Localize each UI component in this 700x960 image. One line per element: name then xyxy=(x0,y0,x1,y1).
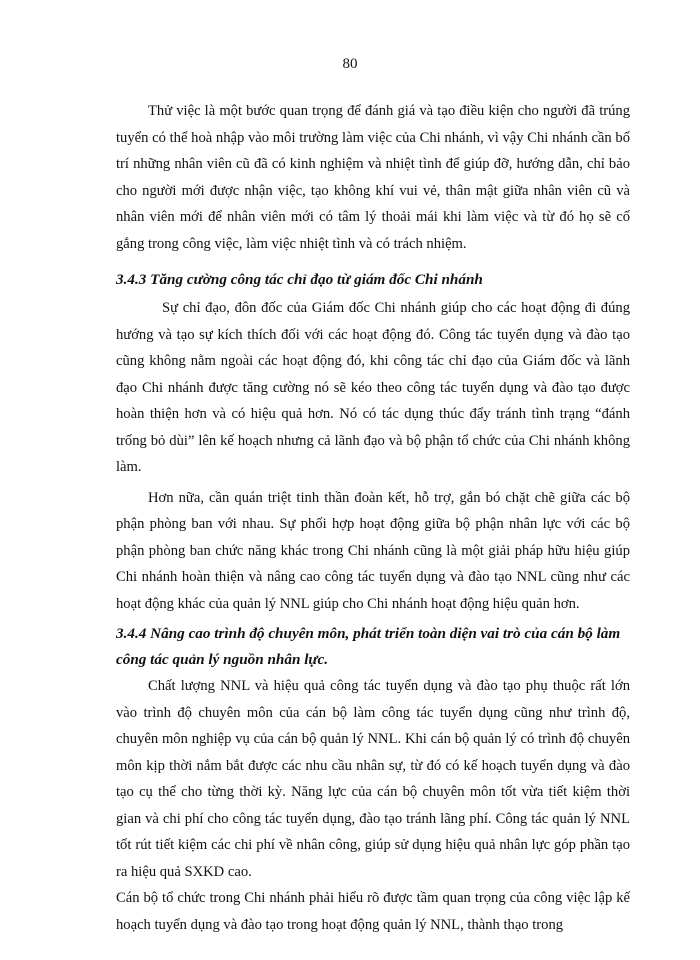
heading-3-4-3: 3.4.3 Tăng cường công tác chỉ đạo từ giám đốc Chi nhánh xyxy=(116,271,483,288)
paragraph-hr-staff: Cán bộ tổ chức trong Chi nhánh phải hiểu rõ được tầm quan trọng của công việc lập kế hoạch tuyển dụng và đào tạo trong hoạt động quản lý NNL, thành thạo trong xyxy=(116,890,630,933)
paragraph-hr-quality: Chất lượng NNL và hiệu quả công tác tuyển dụng và đào tạo phụ thuộc rất lớn vào trình độ chuyên môn của cán bộ làm công tác tuyển dụng cũng như trình độ, chuyên môn nghiệp vụ của cán bộ quản lý NNL. Khi cán bộ quản lý có trình độ chuyên môn kịp thời nắm bắt được các nhu cầu nhân sự, từ đó có kế hoạch tuyển dụng và đào tạo cụ thể cho từng thời kỳ. Năng lực của cán bộ chuyên môn tốt vừa tiết kiệm thời gian và chi phí cho công tác tuyển dụng, đào tạo tránh lãng phí. Công tác quản lý NNL tốt rút tiết kiệm các chi phí về nhân công, giúp sử dụng hiệu quả nhân lực góp phần tạo ra hiệu quả SXKD cao. xyxy=(116,678,630,880)
paragraph-director-guidance: Sự chỉ đạo, đôn đốc của Giám đốc Chi nhánh giúp cho các hoạt động đi đúng hướng và tạo sự kích thích đối với các hoạt động đó. Công tác tuyển dụng và đào tạo cũng không nằm ngoài các hoạt động đó, khi công tác chỉ đạo của Giám đốc và lãnh đạo Chi nhánh được tăng cường nó sẽ kéo theo công tác tuyển dụng và đào tạo được hoàn thiện hơn và có hiệu quả hơn. Nó có tác dụng thúc đẩy tránh tình trạng “đánh trống bỏ dùi” lên kế hoạch nhưng cả lãnh đạo và bộ phận tổ chức của Chi nhánh không làm. xyxy=(116,300,630,475)
document-body xyxy=(116,98,630,938)
paragraph-department-coordination: Hơn nữa, cần quán triệt tinh thần đoàn kết, hỗ trợ, gắn bó chặt chẽ giữa các bộ phận phòng ban với nhau. Sự phối hợp hoạt động giữa bộ phận nhân lực với các bộ phận phòng ban chức năng khác trong Chi nhánh cũng là một giải pháp hữu hiệu giúp Chi nhánh hoàn thiện và nâng cao công tác tuyển dụng và đào tạo NNL cũng như các hoạt động khác của quản lý NNL giúp cho Chi nhánh hoạt động hiệu quản hơn. xyxy=(116,489,630,612)
heading-3-4-4: 3.4.4 Nâng cao trình độ chuyên môn, phát triển toàn diện vai trò của cán bộ làm công tác quản lý nguồn nhân lực. xyxy=(116,625,621,668)
page-number: 80 xyxy=(342,56,358,72)
paragraph-probation: Thử việc là một bước quan trọng để đánh giá và tạo điều kiện cho người đã trúng tuyển có thể hoà nhập vào môi trường làm việc của Chi nhánh, vì vậy Chi nhánh cần bố trí những nhân viên cũ đã có kinh nghiệm và nhiệt tình để giúp đỡ, hướng dẫn, chỉ bảo cho người mới được nhận việc, tạo không khí vui vẻ, thân mật giữa nhân viên cũ và nhân viên mới để nhân viên mới có tâm lý thoải mái khi làm việc và từ đó họ sẽ cố gắng trong công việc, làm việc nhiệt tình và có trách nhiệm. xyxy=(116,103,630,252)
